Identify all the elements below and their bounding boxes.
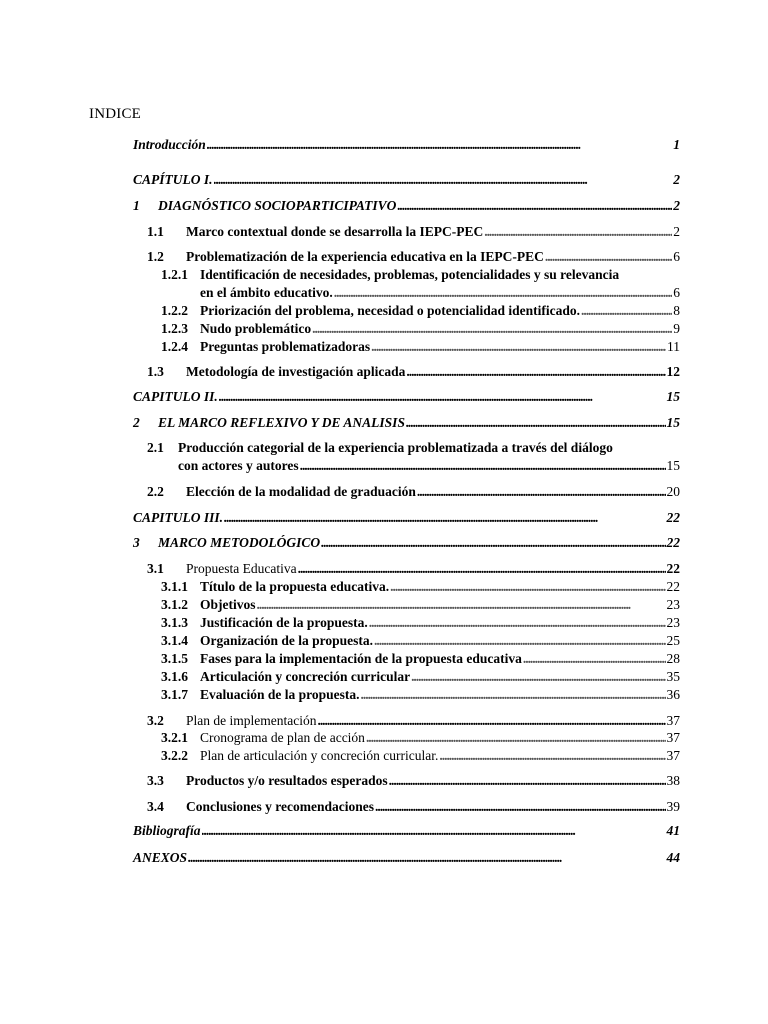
toc-entry-number: 1 [133, 198, 140, 213]
toc-entry-page: 37 [666, 713, 680, 728]
toc-entry-page: 41 [666, 823, 680, 838]
toc-leader-dots [545, 248, 672, 266]
toc-entry-title: DIAGNÓSTICO SOCIOPARTICIPATIVO [158, 198, 397, 213]
toc-entry-page: 22 [666, 535, 680, 550]
toc-entry-3-1-1[interactable] [161, 578, 680, 596]
toc-entry-page: 11 [667, 339, 680, 354]
toc-leader-dots [219, 388, 666, 406]
toc-entry-page: 22 [666, 561, 680, 576]
toc-leader-dots [581, 302, 672, 320]
toc-leader-dots [224, 509, 665, 527]
toc-entry-1-2-1[interactable] [161, 266, 680, 284]
toc-entry-page: 23 [666, 597, 680, 612]
toc-entry-2-1-continuation[interactable] [178, 457, 680, 475]
toc-entry-title: Plan de articulación y concreción curricular. [200, 748, 439, 763]
toc-entry-page: 39 [666, 799, 680, 814]
toc-leader-dots [298, 560, 666, 578]
toc-entry-number: 3.2.1 [161, 730, 188, 745]
toc-leader-dots [317, 712, 665, 730]
toc-entry-title: CAPITULO III. [133, 510, 224, 525]
toc-entry-2[interactable] [133, 414, 680, 432]
toc-entry-title: Organización de la propuesta. [200, 633, 374, 648]
toc-entry-page: 9 [673, 321, 680, 336]
toc-entry-capitulo-2[interactable] [133, 388, 680, 406]
toc-entry-number: 1.2.2 [161, 303, 188, 318]
toc-entry-bibliografia[interactable] [133, 822, 680, 840]
toc-entry-1-3[interactable] [147, 363, 680, 381]
toc-entry-page: 12 [666, 364, 680, 379]
toc-leader-dots [406, 414, 666, 432]
toc-entry-number: 1.1 [147, 224, 164, 239]
toc-entry-title: Nudo problemático [200, 321, 312, 336]
toc-entry-page: 2 [673, 224, 680, 239]
index-heading: INDICE [89, 106, 142, 122]
toc-entry-number: 1.2.3 [161, 321, 188, 336]
toc-entry-page: 22 [666, 579, 680, 594]
toc-entry-title: EL MARCO REFLEXIVO Y DE ANALISIS [158, 415, 405, 430]
toc-entry-title-continuation: en el ámbito educativo. [200, 285, 333, 300]
toc-leader-dots [371, 338, 666, 356]
toc-entry-page: 44 [666, 850, 680, 865]
toc-leader-dots [523, 650, 666, 668]
toc-leader-dots [390, 578, 665, 596]
toc-entry-number: 1.2.1 [161, 267, 188, 282]
toc-entry-number: 3.1.5 [161, 651, 188, 666]
toc-entry-page: 23 [666, 615, 680, 630]
toc-entry-3-1-2[interactable] [161, 596, 680, 614]
toc-entry-title: Articulación y concreción curricular [200, 669, 411, 684]
toc-entry-page: 8 [673, 303, 680, 318]
toc-entry-title: Propuesta Educativa [186, 561, 297, 576]
toc-entry-2-1[interactable] [147, 439, 680, 457]
toc-leader-dots [411, 668, 665, 686]
toc-entry-number: 3.1.4 [161, 633, 188, 648]
toc-entry-3-3[interactable] [147, 772, 680, 790]
toc-entry-title: Marco contextual donde se desarrolla la IEPC-PEC [186, 224, 484, 239]
toc-entry-page: 25 [666, 633, 680, 648]
toc-entry-title: Fases para la implementación de la propuesta educativa [200, 651, 522, 666]
toc-entry-3-2[interactable] [147, 712, 680, 730]
toc-leader-dots [374, 632, 665, 650]
toc-leader-dots [375, 798, 666, 816]
toc-entry-title: Producción categorial de la experiencia problematizada a través del diálogo [178, 440, 613, 455]
toc-entry-page: 20 [666, 484, 680, 499]
toc-entry-1-2[interactable] [147, 248, 680, 266]
toc-entry-3-1-3[interactable] [161, 614, 680, 632]
toc-entry-title: Justificación de la propuesta. [200, 615, 368, 630]
toc-leader-dots [202, 822, 666, 840]
toc-entry-page: 35 [666, 669, 680, 684]
toc-entry-number: 3.2.2 [161, 748, 188, 763]
toc-leader-dots [417, 483, 666, 501]
toc-entry-page: 2 [673, 172, 680, 187]
toc-entry-title: Priorización del problema, necesidad o potencialidad identificado. [200, 303, 580, 318]
toc-leader-dots [207, 136, 672, 154]
toc-entry-title: Plan de implementación [186, 713, 317, 728]
toc-entry-title: Objetivos [200, 597, 256, 612]
toc-leader-dots [397, 197, 672, 215]
toc-leader-dots [321, 534, 665, 552]
toc-entry-title: ANEXOS [133, 850, 188, 865]
toc-leader-dots [389, 772, 666, 790]
toc-entry-page: 6 [673, 285, 680, 300]
toc-entry-page: 6 [673, 249, 680, 264]
toc-entry-introduccion[interactable] [133, 136, 680, 154]
toc-entry-page: 2 [673, 198, 680, 213]
toc-entry-3[interactable] [133, 534, 680, 552]
toc-entry-title: Evaluación de la propuesta. [200, 687, 360, 702]
toc-entry-capitulo-1[interactable] [133, 171, 680, 189]
toc-leader-dots [484, 223, 672, 241]
toc-entry-title: Título de la propuesta educativa. [200, 579, 390, 594]
toc-entry-3-1-6[interactable] [161, 668, 680, 686]
toc-entry-title: Introducción [133, 137, 206, 152]
toc-entry-1-2-3[interactable] [161, 320, 680, 338]
toc-entry-3-1[interactable] [147, 560, 680, 578]
toc-entry-page: 36 [666, 687, 680, 702]
toc-entry-number: 2.1 [147, 440, 164, 455]
toc-leader-dots [214, 171, 673, 189]
toc-entry-title: Productos y/o resultados esperados [186, 773, 388, 788]
toc-entry-number: 3.1 [147, 561, 164, 576]
toc-entry-number: 3.4 [147, 799, 164, 814]
toc-entry-page: 37 [666, 748, 680, 763]
toc-entry-number: 2.2 [147, 484, 164, 499]
toc-entry-title: Elección de la modalidad de graduación [186, 484, 416, 499]
toc-leader-dots [366, 729, 666, 747]
toc-entry-3-2-1[interactable] [161, 729, 680, 747]
toc-entry-title: MARCO METODOLÓGICO [158, 535, 321, 550]
toc-entry-number: 3.1.7 [161, 687, 188, 702]
toc-entry-1[interactable] [133, 197, 680, 215]
toc-leader-dots [369, 614, 666, 632]
toc-leader-dots [406, 363, 665, 381]
toc-entry-title: Cronograma de plan de acción [200, 730, 365, 745]
toc-leader-dots [439, 747, 665, 765]
toc-entry-page: 22 [666, 510, 680, 525]
toc-leader-dots [188, 849, 665, 867]
toc-entry-page: 1 [673, 137, 680, 152]
toc-entry-number: 1.3 [147, 364, 164, 379]
toc-entry-number: 2 [133, 415, 140, 430]
toc-entry-page: 28 [666, 651, 680, 666]
toc-entry-title: Bibliografía [133, 823, 201, 838]
toc-entry-3-1-5[interactable] [161, 650, 680, 668]
toc-entry-capitulo-3[interactable] [133, 509, 680, 527]
toc-entry-3-2-2[interactable] [161, 747, 680, 765]
toc-entry-number: 3.3 [147, 773, 164, 788]
toc-entry-title: CAPITULO II. [133, 389, 218, 404]
toc-entry-number: 3.2 [147, 713, 164, 728]
toc-entry-title: Preguntas problematizadoras [200, 339, 371, 354]
toc-entry-page: 37 [666, 730, 680, 745]
toc-entry-3-4[interactable] [147, 798, 680, 816]
toc-entry-1-2-1-continuation[interactable] [200, 284, 680, 302]
toc-entry-number: 3.1.1 [161, 579, 188, 594]
toc-entry-title-continuation: con actores y autores [178, 458, 299, 473]
toc-entry-title: CAPÍTULO I. [133, 172, 213, 187]
toc-entry-number: 3.1.3 [161, 615, 188, 630]
toc-leader-dots [312, 320, 672, 338]
toc-entry-title: Conclusiones y recomendaciones [186, 799, 374, 814]
toc-entry-page: 15 [666, 389, 680, 404]
toc-entry-page: 15 [666, 458, 680, 473]
toc-entry-title: Identificación de necesidades, problemas, potencialidades y su relevancia [200, 267, 620, 282]
toc-entry-number: 3 [133, 535, 140, 550]
toc-entry-3-1-4[interactable] [161, 632, 680, 650]
toc-entry-page: 38 [666, 773, 680, 788]
toc-entry-2-2[interactable] [147, 483, 680, 501]
toc-entry-1-2-4[interactable] [161, 338, 680, 356]
toc-entry-number: 3.1.2 [161, 597, 188, 612]
toc-leader-dots [334, 284, 673, 302]
toc-leader-dots [300, 457, 666, 475]
toc-entry-1-1[interactable] [147, 223, 680, 241]
toc-leader-dots [361, 686, 666, 704]
toc-entry-number: 1.2 [147, 249, 164, 264]
toc-entry-title: Metodología de investigación aplicada [186, 364, 406, 379]
toc-entry-anexos[interactable] [133, 849, 680, 867]
toc-entry-page: 15 [666, 415, 680, 430]
toc-entry-number: 3.1.6 [161, 669, 188, 684]
toc-entry-1-2-2[interactable] [161, 302, 680, 320]
toc-entry-number: 1.2.4 [161, 339, 188, 354]
toc-leader-dots [257, 596, 666, 614]
toc-entry-3-1-7[interactable] [161, 686, 680, 704]
toc-entry-title: Problematización de la experiencia educativa en la IEPC-PEC [186, 249, 544, 264]
